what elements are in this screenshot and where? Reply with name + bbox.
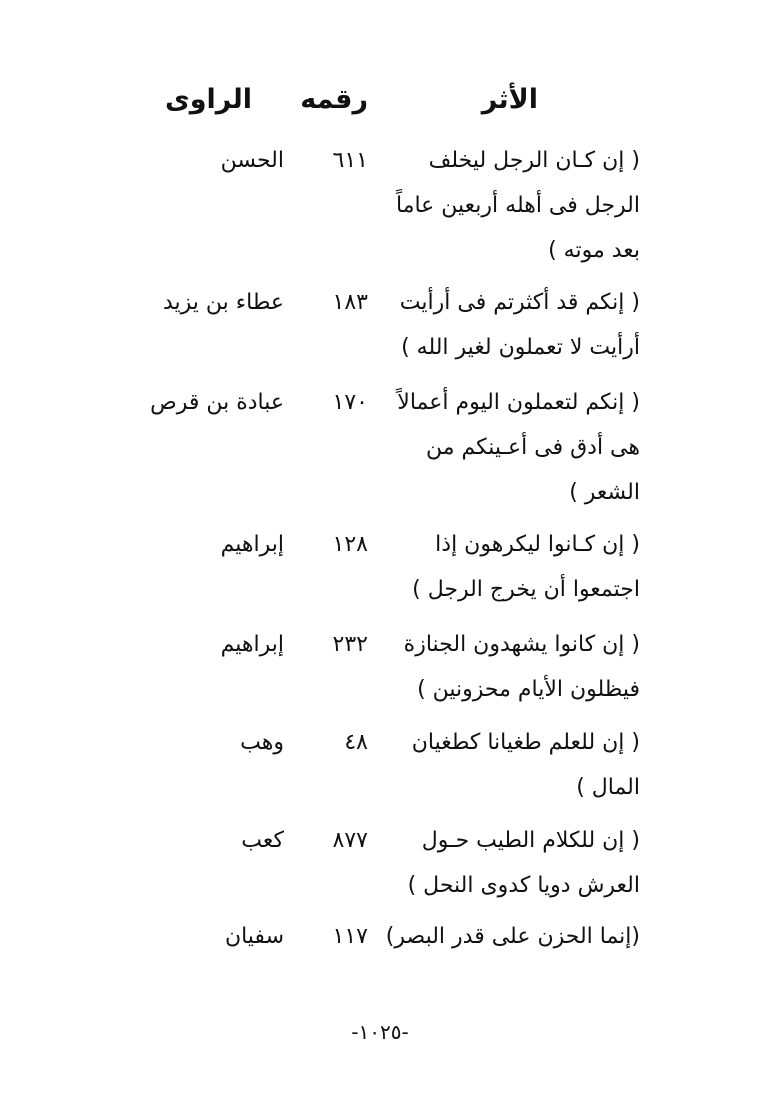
narrator-name: إبراهيم <box>220 532 284 557</box>
athar-number: ١١٧ <box>332 924 368 949</box>
column-header-narrator: الراوى <box>165 84 252 115</box>
athar-line: ( إن للعلم طغيانا كطغيان <box>411 730 640 755</box>
athar-line: العرش دويا كدوى النحل ) <box>407 873 640 898</box>
athar-line: ( إن كـان الرجل ليخلف <box>428 148 640 173</box>
athar-line: الرجل فى أهله أربعين عاماً <box>395 193 640 218</box>
athar-line: ( إن كـانوا ليكرهون إذا <box>435 532 640 557</box>
athar-line: (إنما الحزن على قدر البصر) <box>385 924 640 949</box>
narrator-name: عطاء بن يزيد <box>162 290 284 315</box>
athar-text <box>380 280 640 370</box>
athar-number: ١٧٠ <box>332 390 368 415</box>
athar-number: ١٨٣ <box>332 290 368 315</box>
athar-line: ( إنكم لتعملون اليوم أعمالاً <box>397 390 640 415</box>
table-header <box>0 84 760 124</box>
athar-line: الشعر ) <box>569 480 640 505</box>
athar-text <box>380 914 640 959</box>
athar-number: ٨٧٧ <box>332 828 368 853</box>
column-header-athar: الأثر <box>481 84 538 115</box>
narrator-name: كعب <box>241 828 284 853</box>
narrator-name: إبراهيم <box>220 632 284 657</box>
athar-line: ( إن كانوا يشهدون الجنازة <box>403 632 640 657</box>
athar-text <box>380 522 640 612</box>
athar-line: ( إن للكلام الطيب حـول <box>421 828 640 853</box>
athar-line: بعد موته ) <box>548 238 640 263</box>
athar-number: ١٢٨ <box>332 532 368 557</box>
athar-line: المال ) <box>576 775 640 800</box>
narrator-name: وهب <box>240 730 284 755</box>
narrator-name: عبادة بن قرص <box>150 390 284 415</box>
athar-line: أرأيت لا تعملون لغير الله ) <box>401 335 640 360</box>
athar-text <box>380 622 640 712</box>
athar-line: فيظلون الأيام محزونين ) <box>417 677 640 702</box>
athar-number: ٤٨ <box>344 730 368 755</box>
athar-line: اجتمعوا أن يخرج الرجل ) <box>412 577 640 602</box>
athar-text <box>380 720 640 810</box>
athar-number: ٢٣٢ <box>332 632 368 657</box>
athar-text <box>380 818 640 908</box>
column-header-number: رقمه <box>300 84 368 115</box>
athar-number: ٦١١ <box>332 148 368 173</box>
athar-line: هى أدق فى أعـينكم من <box>425 435 640 460</box>
page-number: -١٠٢٥- <box>351 1020 409 1044</box>
athar-text <box>380 380 640 515</box>
narrator-name: سفيان <box>224 924 284 949</box>
athar-line: ( إنكم قد أكثرتم فى أرأيت <box>399 290 640 315</box>
narrator-name: الحسن <box>220 148 284 173</box>
athar-text <box>380 138 640 273</box>
